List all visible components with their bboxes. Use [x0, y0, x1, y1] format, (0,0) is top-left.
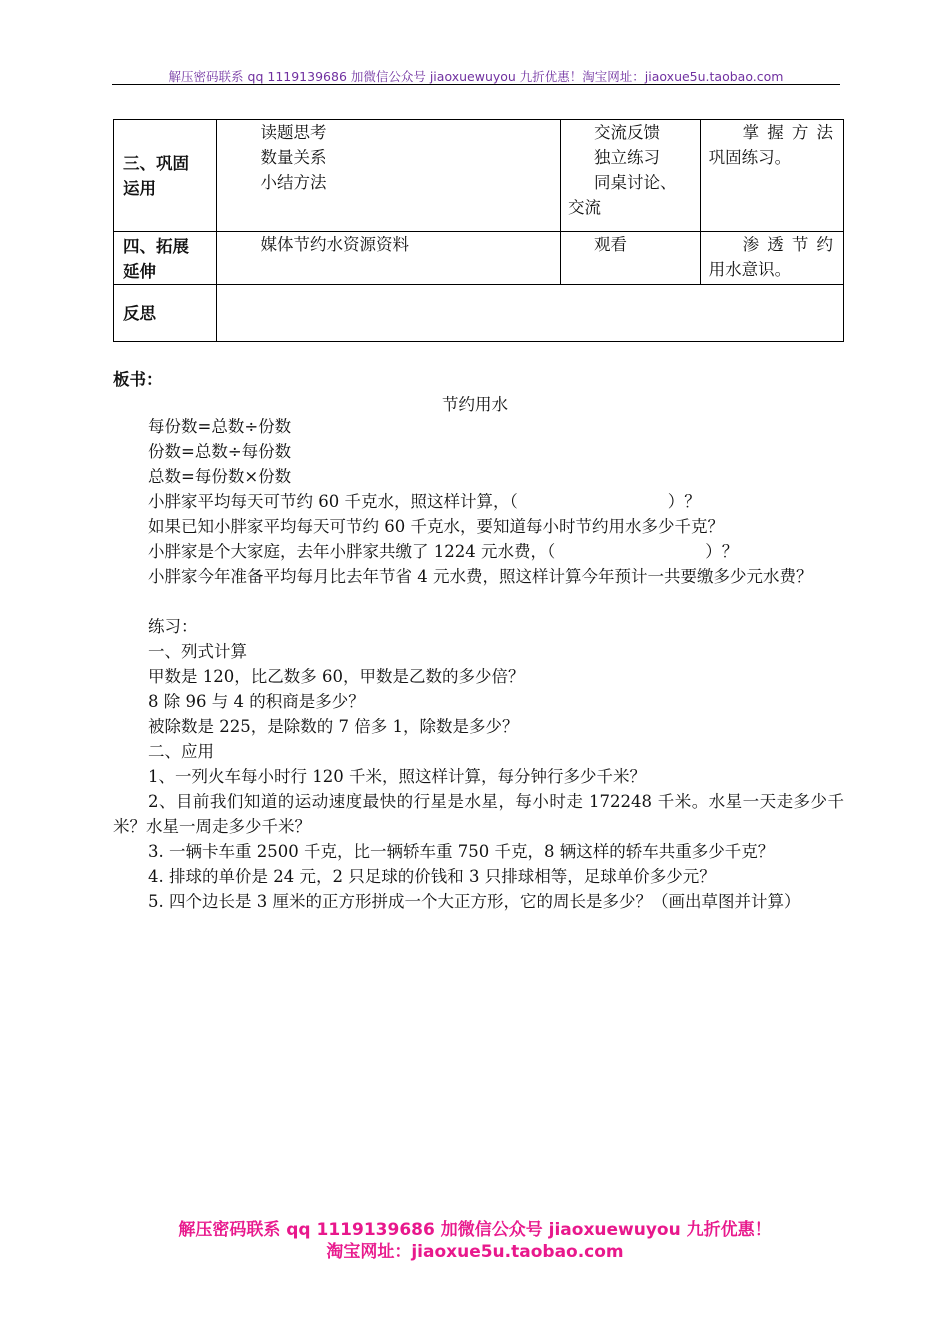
- formula-line: 份数=总数÷每份数: [148, 442, 292, 461]
- board-content: [113, 414, 844, 914]
- student-activity-line: 独立练习: [593, 148, 660, 167]
- student-activity-cell: [560, 232, 700, 285]
- teacher-activity-line: 小结方法: [260, 173, 327, 192]
- stage-line: 四、拓展: [123, 237, 189, 256]
- practice-item: 3. 一辆卡车重 2500 千克，比一辆轿车重 750 千克，8 辆这样的轿车共重多少千克？: [148, 842, 775, 861]
- student-activity-line: 观看: [593, 235, 627, 254]
- question-text: ）？: [705, 542, 739, 561]
- teacher-activity-cell: [217, 232, 561, 285]
- reflection-cell: [217, 285, 844, 342]
- student-activity-line: 交流反馈: [593, 123, 660, 142]
- header-note: 解压密码联系 qq 1119139686 加微信公众号 jiaoxuewuyou 九折优惠！淘宝网址：jiaoxue5u.taobao.com: [168, 69, 784, 84]
- table-row: [114, 120, 844, 232]
- stage-line: 反思: [123, 303, 156, 323]
- board-label: 板书：: [113, 370, 163, 389]
- board-title: 节约用水: [442, 395, 508, 414]
- design-intent-line: 渗透节约: [742, 235, 835, 254]
- design-intent-line: 掌握方法: [742, 123, 835, 142]
- design-intent-line: 用水意识。: [708, 260, 792, 279]
- question-text: ）？: [667, 492, 701, 511]
- practice-item: 4. 排球的单价是 24 元，2 只足球的价钱和 3 只排球相等，足球单价多少元？: [148, 867, 716, 886]
- table-row: [114, 232, 844, 285]
- board-question: [113, 539, 844, 564]
- table-row: [114, 285, 844, 342]
- board-question: 如果已知小胖家平均每天可节约 60 千克水，要知道每小时节约用水多少千克？: [148, 517, 724, 536]
- student-activity-cell: [560, 120, 700, 232]
- design-intent-cell: [700, 120, 843, 232]
- stage-line: 延伸: [123, 262, 156, 281]
- practice-label: 练习：: [148, 617, 198, 636]
- design-intent-line: 巩固练习。: [708, 148, 792, 167]
- practice-item: 甲数是 120，比乙数多 60，甲数是乙数的多少倍？: [148, 667, 525, 686]
- footer-note: [0, 1219, 950, 1263]
- student-activity-line: 交流: [567, 198, 601, 217]
- practice-item: 2、目前我们知道的运动速度最快的行星是水星，每小时走 172248 千米。水星一天走多少千米？水星一周走多少千米？: [113, 792, 844, 836]
- stage-cell: [114, 285, 217, 342]
- question-text: 小胖家是个大家庭，去年小胖家共缴了 1224 元水费，（: [148, 542, 556, 561]
- practice-item: 被除数是 225，是除数的 7 倍多 1，除数是多少？: [148, 717, 519, 736]
- teacher-activity-cell: [217, 120, 561, 232]
- practice-item: 8 除 96 与 4 的积商是多少？: [148, 692, 365, 711]
- practice-section-title: 二、应用: [148, 742, 214, 761]
- board-question: [113, 489, 844, 514]
- stage-cell: [114, 120, 217, 232]
- question-text: 小胖家平均每天可节约 60 千克水，照这样计算，（: [148, 492, 518, 511]
- student-activity-line: 同桌讨论、: [593, 173, 677, 192]
- lesson-plan-table: [113, 119, 844, 342]
- teacher-activity-line: 读题思考: [260, 123, 327, 142]
- practice-item: 1、一列火车每小时行 120 千米，照这样计算，每分钟行多少千米？: [148, 767, 646, 786]
- stage-cell: [114, 232, 217, 285]
- teacher-activity-line: 媒体节约水资源资料: [260, 235, 409, 254]
- footer-line: 淘宝网址：jiaoxue5u.taobao.com: [326, 1242, 624, 1262]
- board-question: 小胖家今年准备平均每月比去年节省 4 元水费，照这样计算今年预计一共要缴多少元水费？: [148, 567, 813, 586]
- teacher-activity-line: 数量关系: [260, 148, 327, 167]
- practice-section-title: 一、列式计算: [148, 642, 247, 661]
- header-rule: [112, 84, 840, 85]
- design-intent-cell: [700, 232, 843, 285]
- footer-line: 解压密码联系 qq 1119139686 加微信公众号 jiaoxuewuyou 九折优惠！: [178, 1220, 772, 1240]
- stage-line: 三、巩固: [123, 153, 189, 173]
- formula-line: 每份数=总数÷份数: [148, 417, 292, 436]
- formula-line: 总数=每份数×份数: [148, 467, 292, 486]
- practice-item: 5. 四个边长是 3 厘米的正方形拼成一个大正方形，它的周长是多少？（画出草图并计算）: [148, 892, 801, 911]
- stage-line: 运用: [123, 178, 156, 198]
